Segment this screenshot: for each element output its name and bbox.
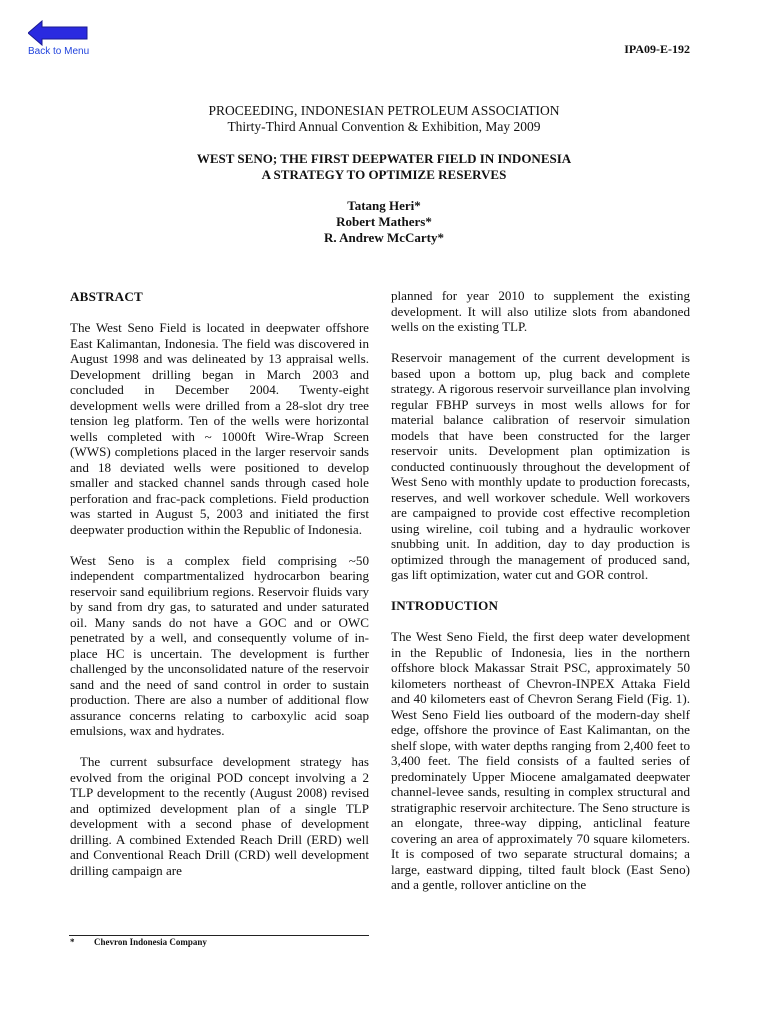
introduction-paragraph: The West Seno Field, the first deep water development in the Republic of Indonesia, lies in the northern offshore block Makassar Strait PSC, approximately 50 kilometers northeast of Chevron-INPEX Attaka Field and 40 kilometers east of Chevron Serang Field (Fig. 1). West Seno Field lies outboard of the modern-day shelf edge, offshore the province of East Kalimantan, on the shelf slope, with water depths ranging from 2,400 feet to 3,400 feet. The field consists of a faulted series of predominately Upper Miocene amalgamated deepwater channel-levee sands, resulting in complex structural and stratigraphic reservoir architecture. The Seno structure is an elongate, three-way dipping, anticlinal feature covering an area of approximately 70 square kilometers. It is composed of two separate structural domains; a large, eastward dipping, tilted fault block (East Seno) and a gentle, rollover anticline on the	[391, 629, 690, 892]
author: Robert Mathers*	[336, 214, 432, 229]
footnote	[70, 937, 207, 947]
left-column	[70, 289, 373, 894]
abstract-paragraph: The West Seno Field is located in deepwater offshore East Kalimantan, Indonesia. The field was discovered in August 1998 and was delineated by 13 appraisal wells. Development drilling began in March 2003 and concluded in December 2004. Twenty-eight development wells were drilled from a 28-slot dry tree tension leg platform. Ten of the wells were horizontal wells completed with ~ 1000ft Wire-Wrap Screen (WWS) completions placed in the larger reservoir sands and 18 deviated wells were positioned to develop smaller and stacked channel sands through cased hole perforation and frac-pack completions. Field production was started in August 5, 2003 and initiated the first deepwater production within the Republic of Indonesia.	[70, 320, 369, 537]
right-column	[391, 288, 690, 908]
author: R. Andrew McCarty*	[324, 230, 444, 245]
back-arrow-icon[interactable]	[28, 20, 88, 46]
abstract-paragraph: The current subsurface development strategy has evolved from the original POD concept involving a 2 TLP development to the recently (August 2008) revised and optimized development plan of a single TLP development with a second phase of development drilling. A combined Extended Reach Drill (ERD) well and Conventional Reach Drill (CRD) well development drilling campaign are	[70, 754, 373, 878]
conference-name: PROCEEDING, INDONESIAN PETROLEUM ASSOCIATION	[208, 103, 560, 118]
abstract-heading: ABSTRACT	[70, 289, 143, 304]
footnote-text: Chevron Indonesia Company	[94, 937, 207, 947]
paper-id: IPA09-E-192	[624, 42, 690, 56]
paper-title	[0, 151, 768, 183]
conference-subtitle: Thirty-Third Annual Convention & Exhibition, May 2009	[227, 119, 541, 134]
author: Tatang Heri*	[347, 198, 421, 213]
back-to-menu-link[interactable]: Back to Menu	[28, 46, 90, 57]
abstract-paragraph: planned for year 2010 to supplement the existing development. It will also utilize slots from abandoned wells on the existing TLP.	[391, 288, 690, 334]
conference-header	[0, 103, 768, 135]
title-line-1: WEST SENO; THE FIRST DEEPWATER FIELD IN INDONESIA	[196, 151, 572, 166]
footnote-mark: *	[70, 937, 75, 947]
author-list	[0, 198, 768, 246]
abstract-paragraph: Reservoir management of the current development is based upon a bottom up, plug back and complete strategy. A rigorous reservoir surveillance plan involving regular FBHP surveys in most wells allows for for material balance calibration of reservoir simulation models that have been constructed for the larger reservoir units. Development plan optimization is conducted continuously throughout the development of West Seno with monthly update to production forecasts, reserves, and well workover schedule. Well workovers are campaigned to provide cost effective recompletion using wireline, coil tubing and a hydraulic workover snubbing unit. In addition, day to day production is optimized through the management of produced sand, gas lift optimization, water cut and GOR control.	[391, 350, 690, 582]
title-line-2: A STRATEGY TO OPTIMIZE RESERVES	[261, 167, 507, 182]
introduction-heading: INTRODUCTION	[391, 598, 499, 613]
footnote-divider	[69, 935, 369, 936]
abstract-paragraph: West Seno is a complex field comprising ~50 independent compartmentalized hydrocarbon bearing reservoir sand equilibrium regions. Reservoir fluids vary by sand from dry gas, to saturated and under saturated oil. Many sands do not have a GOC and or OWC penetrated by a well, and consequently volume of in-place HC is uncertain. The development is further challenged by the unconsolidated nature of the reservoir sand and the need of sand control in order to sustain production. There are also a number of additional flow assurance concerns relating to carboxylic acid soap emulsions, wax and hydrates.	[70, 552, 369, 738]
